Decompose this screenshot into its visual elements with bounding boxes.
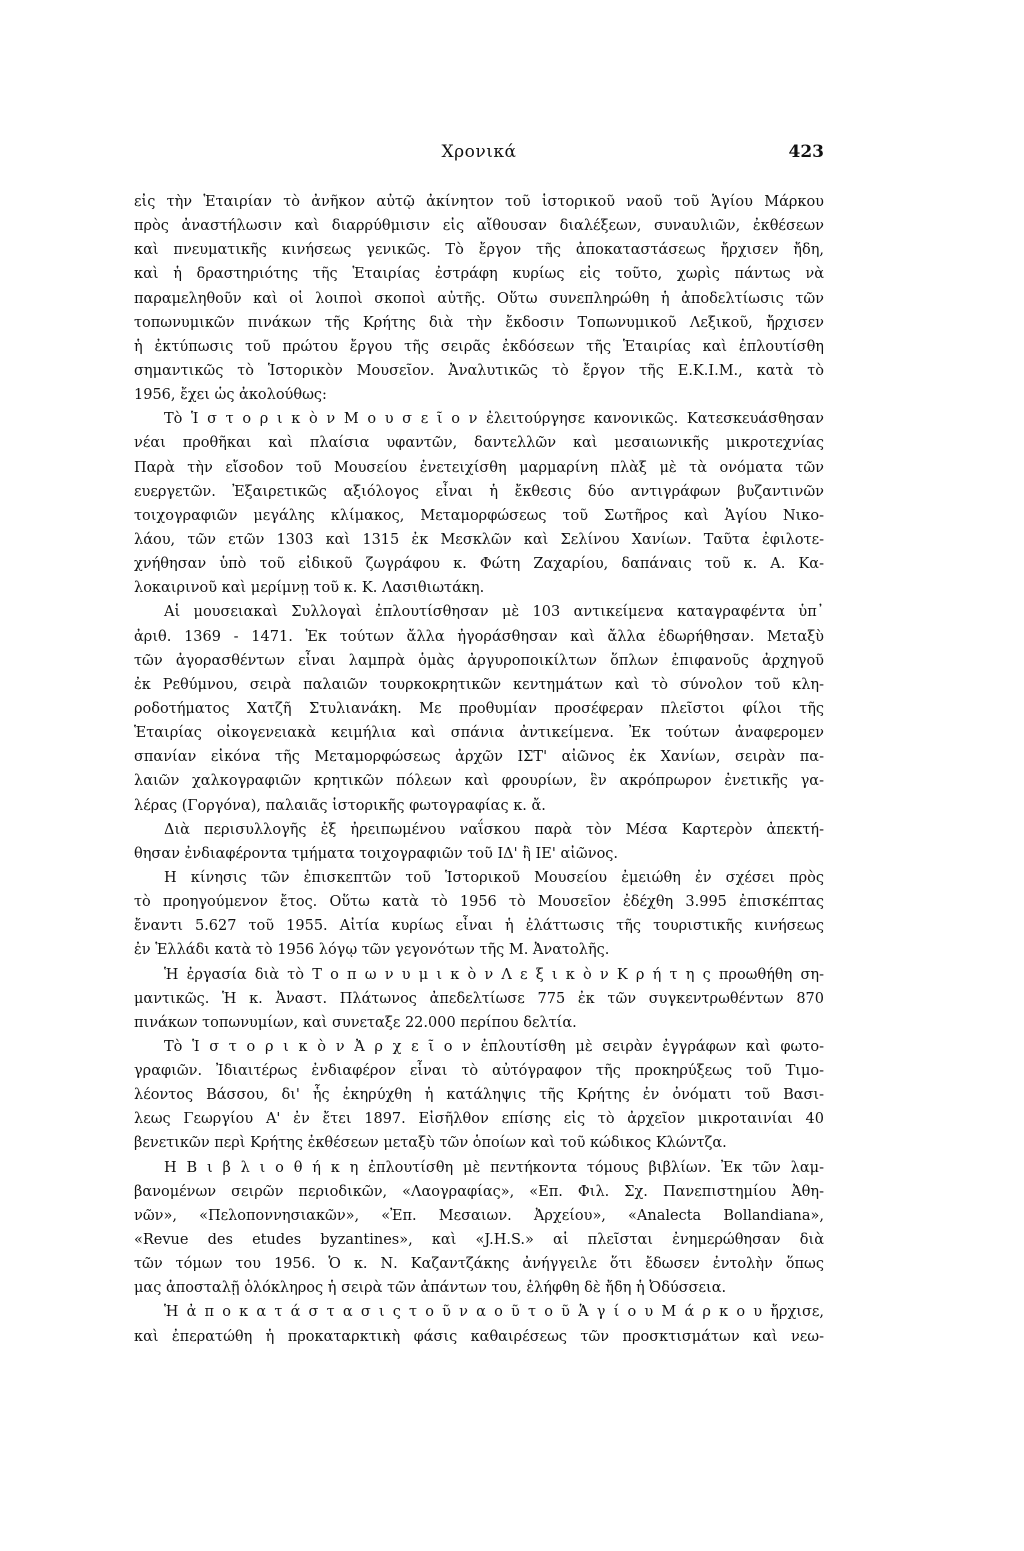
text-line: γραφιῶν. Ἰδιαιτέρως ἐνδιαφέρον εἶναι τὸ αὐτόγραφον τῆς προκηρύξεως τοῦ Τιμο- (134, 1063, 824, 1080)
text-line: νέαι προθῆκαι καὶ πλαίσια υφαντῶν, δαντελλῶν καὶ μεσαιωνικῆς μικροτεχνίας (134, 435, 824, 452)
text-line: λεως Γεωργίου Α' ἐν ἔτει 1897. Εἰσῆλθον επίσης εἰς τὸ ἀρχεῖον μικροταινίαι 40 (134, 1111, 824, 1128)
text-line: βανομένων σειρῶν περιοδικῶν, «Λαογραφίας», «Επ. Φιλ. Σχ. Πανεπιστημίου Ἀθη- (134, 1183, 824, 1200)
text-line: χνήθησαν ὑπὸ τοῦ εἰδικοῦ ζωγράφου κ. Φώτη Ζαχαρίου, δαπάναις τοῦ κ. Α. Κα- (134, 556, 824, 573)
text-line: Ἑταιρίας οἰκογενειακὰ κειμήλια καὶ σπάνια ἀντικείμενα. Ἐκ τούτων ἀναφερομεν (134, 725, 824, 742)
text-line: καὶ ἐπερατώθη ἡ προκαταρκτικὴ φάσις καθαιρέσεως τῶν προσκτισμάτων καὶ νεω- (134, 1328, 824, 1345)
page-number: 423 (788, 142, 824, 162)
text-line: βενετικῶν περὶ Κρήτης ἐκθέσεων μεταξὺ τῶν ὁποίων καὶ τοῦ κώδικος Κλώντζα. (134, 1135, 727, 1152)
text-line: Η κίνησις τῶν ἐπισκεπτῶν τοῦ Ἱστορικοῦ Μουσείου ἐμειώθη ἐν σχέσει πρὸς (164, 869, 824, 886)
text-line: παραμεληθοῦν καὶ οἱ λοιποὶ σκοποὶ αὐτῆς. Οὕτω συνεπληρώθη ἡ ἀποδελτίωσις τῶν (134, 290, 824, 307)
text-line: μαντικῶς. Ἡ κ. Ἀναστ. Πλάτωνος ἀπεδελτίωσε 775 ἐκ τῶν συγκεντρωθέντων 870 (134, 990, 824, 1007)
text-line: Ἡ ἐργασία διὰ τὸ Τ ο π ω ν υ μ ι κ ὸ ν Λ ε ξ ι κ ὸ ν Κ ρ ή τ η ς προωθήθη ση- (164, 966, 824, 983)
text-line: σπανίαν εἰκόνα τῆς Μεταμορφώσεως ἀρχῶν ΙΣΤ' αἰῶνος ἐκ Χανίων, σειρὰν πα- (134, 749, 824, 766)
text-line: ἐν Ἑλλάδι κατὰ τὸ 1956 λόγῳ τῶν γεγονότων τῆς Μ. Ἀνατολῆς. (134, 942, 610, 959)
text-line: λέρας (Γοργόνα), παλαιᾶς ἱστορικῆς φωτογραφίας κ. ἄ. (134, 797, 546, 814)
text-line: σημαντικῶς τὸ Ἱστορικὸν Μουσεῖον. Ἀναλυτικῶς τὸ ἔργον τῆς Ε.Κ.Ι.Μ., κατὰ τὸ (134, 362, 824, 379)
text-line: τῶν τόμων του 1956. Ὁ κ. Ν. Καζαντζάκης ἀνήγγειλε ὅτι ἔδωσεν ἐντολὴν ὅπως (134, 1256, 824, 1273)
text-line: τοιχογραφιῶν μεγάλης κλίμακος, Μεταμορφώσεως τοῦ Σωτῆρος καὶ Ἁγίου Νικο- (134, 507, 824, 524)
text-line: λέοντος Βάσσου, δι' ἧς ἐκηρύχθη ἡ κατάληψις τῆς Κρήτης ἐν ὀνόματι τοῦ Βασι- (134, 1087, 824, 1104)
text-line: Παρὰ τὴν εἴσοδον τοῦ Μουσείου ἐνετειχίσθη μαρμαρίνη πλὰξ μὲ τὰ ονόματα τῶν (134, 459, 824, 476)
text-line: θησαν ἐνδιαφέροντα τμήματα τοιχογραφιῶν τοῦ ΙΔ' ἢ ΙΕ' αἰῶνος. (134, 845, 619, 862)
text-line: Αἱ μουσειακαὶ Συλλογαὶ ἐπλουτίσθησαν μὲ 103 αντικείμενα καταγραφέντα ὑπ᾿ (164, 604, 824, 621)
text-line: πρὸς ἀναστήλωσιν καὶ διαρρύθμισιν εἰς αἴθουσαν διαλέξεων, συναυλιῶν, ἐκθέσεων (134, 218, 824, 235)
text-line: Τὸ Ἱ σ τ ο ρ ι κ ὸ ν Μ ο υ σ ε ῖ ο ν ἐλειτούργησε κανονικῶς. Κατεσκευάσθησαν (164, 411, 824, 428)
text-line: τὸ προηγούμενον ἔτος. Οὕτω κατὰ τὸ 1956 τὸ Μουσεῖον ἐδέχθη 3.995 ἐπισκέπτας (134, 894, 824, 911)
text-line: 1956, ἔχει ὡς ἀκολούθως: (134, 387, 327, 404)
text-line: Η Β ι β λ ι ο θ ή κ η ἐπλουτίσθη μὲ πεντήκοντα τόμους βιβλίων. Ἐκ τῶν λαμ- (164, 1159, 824, 1176)
text-line: ἔναντι 5.627 τοῦ 1955. Αἰτία κυρίως εἶναι ἡ ἐλάττωσις τῆς τουριστικῆς κινήσεως (134, 918, 824, 935)
text-line: πινάκων τοπωνυμίων, καὶ συνεταξε 22.000 περίπου δελτία. (134, 1014, 577, 1031)
text-line: τῶν ἀγορασθέντων εἶναι λαμπρὰ ὁμὰς ἀργυροποικίλτων ὅπλων ἐπιφανοῦς ἀρχηγοῦ (134, 652, 824, 669)
text-line: νῶν», «Πελοποννησιακῶν», «Ἐπ. Μεσαιων. Ἀρχείου», «Analecta Bollandiana», (134, 1207, 824, 1224)
running-title: Χρονικά (441, 142, 517, 162)
text-line: Ἡ ἀ π ο κ α τ ά σ τ α σ ι ς τ ο ῦ ν α ο ῦ τ ο ῦ Ἁ γ ί ο υ Μ ά ρ κ ο υ ἤρχισε, (164, 1304, 824, 1321)
text-line: «Revue des etudes byzantines», καὶ «J.H.S.» αἱ πλεῖσται ἐνημερώθησαν διὰ (134, 1232, 824, 1249)
text-line: καὶ ἡ δραστηριότης τῆς Ἑταιρίας ἐστράφη κυρίως εἰς τοῦτο, χωρὶς πάντως νὰ (134, 266, 824, 283)
text-line: ἡ ἐκτύπωσις τοῦ πρώτου ἔργου τῆς σειρᾶς ἐκδόσεων τῆς Ἑταιρίας καὶ ἐπλουτίσθη (134, 338, 824, 355)
body-text (134, 190, 824, 1349)
text-line: εἰς τὴν Ἑταιρίαν τὸ ἀνῆκον αὐτῷ ἀκίνητον τοῦ ἱστορικοῦ ναοῦ τοῦ Ἁγίου Μάρκου (134, 194, 824, 210)
text-line: λοκαιρινοῦ καὶ μερίμνῃ τοῦ κ. Κ. Λασιθιωτάκη. (134, 580, 485, 597)
text-line: τοπωνυμικῶν πινάκων τῆς Κρήτης διὰ τὴν ἔκδοσιν Τοπωνυμικοῦ Λεξικοῦ, ἤρχισεν (134, 314, 824, 331)
text-line: ἐκ Ρεθύμνου, σειρὰ παλαιῶν τουρκοκρητικῶν κεντημάτων καὶ τὸ σύνολον τοῦ κλη- (134, 676, 824, 693)
text-line: Διὰ περισυλλογῆς ἐξ ἠρειπωμένου ναΐσκου παρὰ τὸν Μέσα Καρτερὸν ἀπεκτή- (164, 821, 824, 838)
text-line: ἀριθ. 1369 - 1471. Ἐκ τούτων ἄλλα ἠγοράσθησαν καὶ ἄλλα ἐδωρήθησαν. Μεταξὺ (134, 628, 824, 645)
text-line: Τὸ Ἱ σ τ ο ρ ι κ ὸ ν Ἀ ρ χ ε ῖ ο ν ἐπλουτίσθη μὲ σειρὰν ἐγγράφων καὶ φωτο- (164, 1038, 824, 1055)
text-line: καὶ πνευματικῆς κινήσεως γενικῶς. Τὸ ἔργον τῆς ἀποκαταστάσεως ἤρχισεν ἤδη, (134, 242, 824, 259)
page-header (134, 142, 824, 166)
text-line: ροδοτήματος Χατζῆ Στυλιανάκη. Με προθυμίαν προσέφεραν πλεῖστοι φίλοι τῆς (134, 700, 824, 717)
text-line: ευεργετῶν. Ἐξαιρετικῶς αξιόλογος εἶναι ἡ ἔκθεσις δύο αντιγράφων βυζαντινῶν (134, 483, 824, 500)
text-line: λαιῶν χαλκογραφιῶν κρητικῶν πόλεων καὶ φρουρίων, ἓν ακρόπρωρον ἐνετικῆς γα- (134, 773, 824, 790)
text-line: μας ἀποσταλῇ ὁλόκληρος ἡ σειρὰ τῶν ἀπάντων του, ἐλήφθη δὲ ἤδη ἡ Ὀδύσσεια. (134, 1280, 727, 1297)
text-line: λάου, τῶν ετῶν 1303 καὶ 1315 ἐκ Μεσκλῶν καὶ Σελίνου Χανίων. Ταῦτα ἐφιλοτε- (134, 531, 824, 548)
